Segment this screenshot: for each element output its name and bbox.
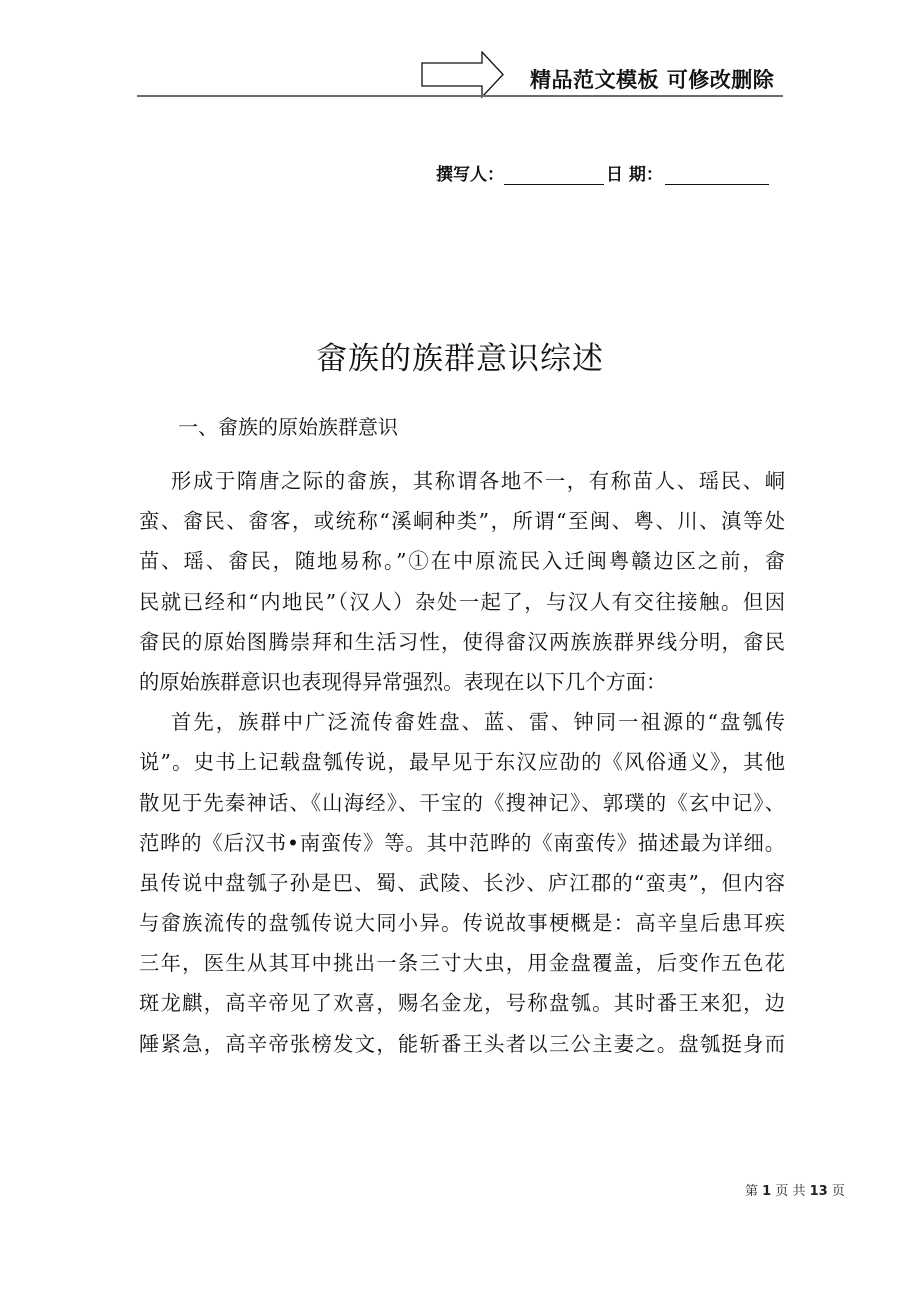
- paragraph: [139, 702, 785, 1064]
- text-line: 与畲族流传的盘瓠传说大同小异。传说故事梗概是：高辛皇后患耳疾: [139, 911, 785, 936]
- author-label: 撰写人：: [436, 165, 504, 185]
- current-page-number: 1: [762, 1184, 772, 1199]
- date-label: 日 期：: [606, 165, 663, 185]
- date-blank-field[interactable]: [665, 166, 769, 185]
- section-heading: 一、畲族的原始族群意识: [178, 415, 398, 439]
- right-arrow-outline-icon: [421, 51, 505, 99]
- document-body: [139, 461, 785, 1064]
- document-title: 畲族的族群意识综述: [316, 341, 604, 377]
- text-line: 陲紧急，高辛帝张榜发文，能斩番王头者以三公主妻之。盘瓠挺身而: [139, 1031, 785, 1056]
- text-line: 斑龙麒，高辛帝见了欢喜，赐名金龙，号称盘瓠。其时番王来犯，边: [139, 991, 785, 1016]
- total-page-count: 13: [809, 1184, 828, 1199]
- text-line: 虽传说中盘瓠子孙是巴、蜀、武陵、长沙、庐江郡的“蛮夷”，但内容: [139, 870, 785, 895]
- text-line: 三年，医生从其耳中挑出一条三寸大虫，用金盘覆盖，后变作五色花: [139, 951, 785, 976]
- author-blank-field[interactable]: [504, 166, 604, 185]
- text-line: 民就已经和“内地民”（汉人）杂处一起了，与汉人有交往接触。但因: [139, 589, 785, 614]
- text-line: 的原始族群意识也表现得异常强烈。表现在以下几个方面：: [139, 669, 667, 694]
- footer-suffix: 页: [831, 1184, 845, 1199]
- text-line: 畲民的原始图腾崇拜和生活习性，使得畲汉两族族群界线分明，畲民: [139, 629, 785, 654]
- text-line: 形成于隋唐之际的畲族，其称谓各地不一，有称苗人、瑶民、峒: [171, 469, 785, 493]
- author-date-line: [436, 160, 769, 185]
- text-line: 蛮、畲民、畲客，或统称“溪峒种类”，所谓“至闽、粤、川、滇等处: [139, 509, 785, 534]
- text-line: 首先，族群中广泛流传畲姓盘、蓝、雷、钟同一祖源的“盘瓠传: [171, 710, 785, 735]
- header-divider: [137, 95, 783, 97]
- paragraph: [139, 461, 785, 702]
- footer-middle: 页 共: [775, 1184, 806, 1199]
- template-banner-text: 精品范文模板 可修改删除: [530, 68, 775, 92]
- text-line: 说”。史书上记载盘瓠传说，最早见于东汉应劭的《风俗通义》，其他: [139, 750, 785, 775]
- text-line: 苗、瑶、畲民，随地易称。”①在中原流民入迁闽粤赣边区之前，畲: [139, 549, 785, 574]
- page-number-footer: [745, 1180, 845, 1199]
- text-line: 范晔的《后汉书•南蛮传》等。其中范晔的《南蛮传》描述最为详细。: [139, 830, 785, 855]
- text-line: 散见于先秦神话、《山海经》、干宝的《搜神记》、郭璞的《玄中记》、: [139, 790, 785, 815]
- footer-prefix: 第: [745, 1184, 759, 1199]
